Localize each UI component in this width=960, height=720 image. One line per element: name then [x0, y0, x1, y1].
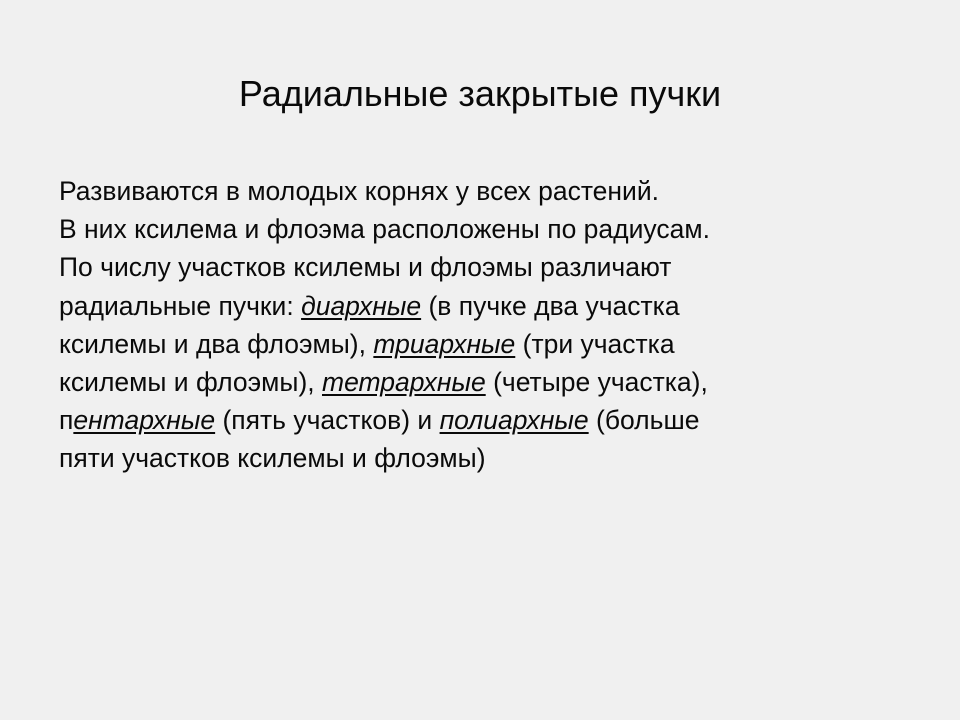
body-line — [59, 325, 859, 363]
slide-title: Радиальные закрытые пучки — [238, 73, 722, 114]
body-line — [59, 401, 859, 439]
term-triarch: триархные — [373, 328, 516, 359]
body-text: (три участка — [515, 328, 675, 359]
body-text: радиальные пучки: — [59, 290, 302, 321]
body-text: ксилемы и флоэмы), — [59, 367, 322, 398]
body-line: Развиваются в молодых корнях у всех растений. — [59, 176, 660, 206]
body-line — [59, 363, 859, 401]
body-text: (четыре участка), — [485, 367, 708, 398]
term-tetrarch: тетрархные — [322, 367, 486, 398]
body-line — [59, 287, 859, 325]
term-diarch: диархные — [301, 290, 422, 321]
body-line: пяти участков ксилемы и флоэмы) — [59, 443, 486, 474]
term-pentarch: ентархные — [73, 405, 216, 436]
body-line: В них ксилема и флоэма расположены по радиусам. — [59, 214, 710, 245]
term-polyarch: полиархные — [439, 405, 589, 436]
body-text: (в пучке два участка — [421, 290, 680, 321]
body-text: (пять участков) и — [215, 405, 440, 436]
body-text: п — [59, 405, 74, 436]
body-line: По числу участков ксилемы и флоэмы различают — [59, 252, 672, 283]
slide-body-text — [59, 172, 859, 478]
body-text: ксилемы и два флоэмы), — [59, 328, 374, 359]
body-text: (больше — [588, 405, 700, 436]
